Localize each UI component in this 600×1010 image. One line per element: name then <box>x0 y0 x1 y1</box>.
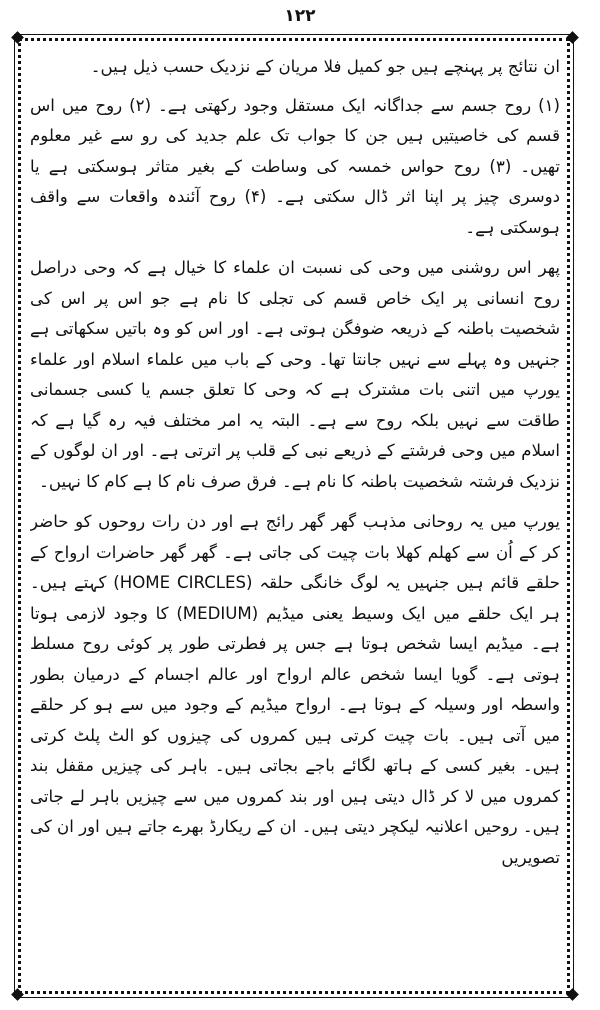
paragraph-revelation: پھر اس روشنی میں وحی کی نسبت ان علماء کا خیال ہے کہ وحی دراصل روح انسانی پر ایک خاص قسم کی تجلی کا نام ہے جو اس پر اس کی شخصیت باطنہ کے ذریعہ ضوفگن ہوتی ہے۔ اور اس کو وہ باتیں سکھاتی ہے جنہیں وہ پہلے سے نہیں جانتا تھا۔ وحی کے باب میں علماء اسلام اور علماء یورپ میں اتنی بات مشترک ہے کہ وحی کا تعلق جسم یا کسی جسمانی طاقت سے نہیں بلکہ روح سے ہے۔ البتہ یہ امر مختلف فیہ رہ گیا ہے کہ اسلام میں وحی فرشتے کے ذریعے نبی کے قلب پر اترتی ہے۔ اور ان لوگوں کے نزدیک فرشتہ شخصیت باطنہ کا نام ہے۔ فرق صرف نام کا ہے کام کا نہیں۔ <box>30 258 560 491</box>
page-number: ۱۲۲ <box>284 6 316 26</box>
paragraph-spirit-properties: (۱) روح جسم سے جداگانہ ایک مستقل وجود رکھتی ہے۔ (۲) روح میں اس قسم کی خاصیتیں ہیں جن کا جواب تک علم جدید کی رو سے غیر معلوم تھیں۔ (۳) روح حواس خمسہ کی وساطت کے بغیر متاثر ہوسکتی ہے یا دوسری چیز پر اپنا اثر ڈال سکتی ہے۔ (۴) روح آئندہ واقعات سے واقف ہوسکتی ہے۔ <box>30 95 560 237</box>
paragraph-spiritualism-europe: یورپ میں یہ روحانی مذہب گھر گھر رائج ہے اور دن رات روحوں کو حاضر کر کے اُن سے کھلم کھلا بات چیت کی جاتی ہے۔ گھر گھر حاضرات ارواح کے حلقے قائم ہیں جنہیں یہ لوگ خانگی حلقہ (HOME CIRCLES) کہتے ہیں۔ ہر ایک حلقے میں ایک وسیط یعنی میڈیم (MEDIUM) کا وجود لازمی ہوتا ہے۔ میڈیم ایسا شخص ہوتا ہے جس پر فطرتی طور پر کوئی روح مسلط ہوتی ہے۔ گویا ایسا شخص عالم ارواح اور عالم اجسام کے درمیان بطور واسطہ اور وسیلہ کے ہوتا ہے۔ ارواح میڈیم کے وجود میں سے ہو کر حلقے میں آتی ہیں۔ بات چیت کرتی ہیں کمروں کی چیزوں کو الٹ پلٹ کرتی ہیں۔ بغیر کسی کے ہاتھ لگائے باجے بجاتی ہیں۔ باہر کی چیزیں مقفل بند کمروں میں لا کر ڈال دیتی ہیں اور بند کمروں میں سے چیزیں باہر لے جاتی ہیں۔ روحیں اعلانیہ لیکچر دیتی ہیں۔ ان کے ریکارڈ بھرے جاتے ہیں اور ان کی تصویریں <box>30 512 560 867</box>
page-body <box>30 52 560 982</box>
intro-line: ان نتائج پر پہنچے ہیں جو کمیل فلا مریان کے نزدیک حسب ذیل ہیں۔ <box>90 57 560 76</box>
